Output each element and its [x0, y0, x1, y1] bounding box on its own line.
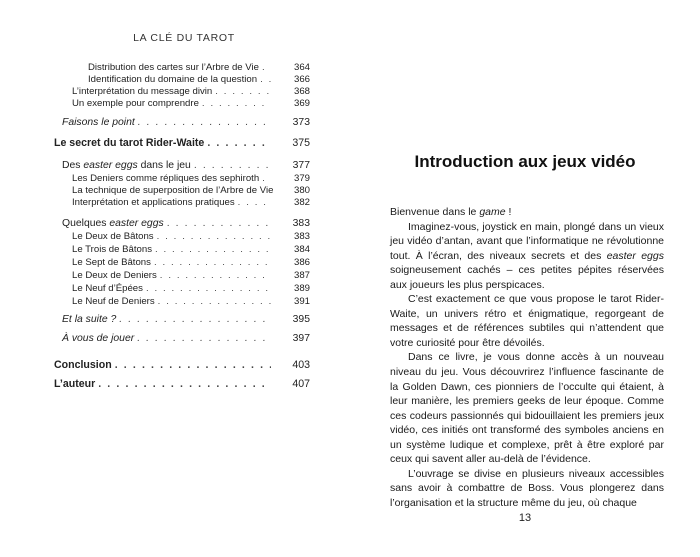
toc-leader — [157, 231, 271, 243]
toc-entry-title: L’auteur — [54, 378, 96, 390]
toc-page-number: 407 — [292, 378, 310, 390]
toc-leader — [155, 244, 271, 256]
toc-leader — [115, 359, 271, 371]
toc-entry[interactable] — [72, 257, 310, 269]
toc-page-number: 403 — [292, 359, 310, 371]
page-number: 13 — [518, 512, 532, 524]
toc-page-number: 389 — [293, 283, 310, 294]
toc-leader — [260, 74, 271, 86]
paragraph: Imaginez-vous, joystick en main, plongé dans un vieux jeu vidéo d’antan, avant que l’informatique ne révolutionne tout. À l’écran, des niveaux secrets et des easter eggs soigneusement cachés – ces petites pépites réservées aux joueurs les plus perspicaces. — [390, 220, 664, 291]
toc-page-number: 384 — [293, 244, 310, 255]
toc-entry-title: Des easter eggs dans le jeu — [62, 160, 191, 171]
toc-entry-title: L’interprétation du message divin — [72, 86, 213, 97]
toc-entry-title: Identification du domaine de la question — [88, 74, 258, 85]
toc-page-number: 386 — [293, 257, 310, 268]
toc-page-number: 368 — [293, 86, 310, 97]
toc-entry-title: Un exemple pour comprendre — [72, 98, 199, 109]
toc-entry[interactable] — [88, 74, 310, 86]
toc-entry[interactable] — [88, 62, 310, 74]
toc-entry[interactable] — [62, 218, 310, 230]
toc-page-number: 391 — [293, 296, 310, 307]
toc-page-number: 375 — [292, 137, 310, 149]
toc-entry-title: Quelques easter eggs — [62, 218, 164, 229]
toc-entry-title: Conclusion — [54, 359, 112, 371]
toc-leader — [215, 86, 271, 98]
toc-entry[interactable] — [72, 86, 310, 98]
toc-leader — [146, 283, 271, 295]
toc-page-number: 380 — [293, 185, 310, 196]
toc-entry-title: Le secret du tarot Rider-Waite — [54, 137, 205, 149]
toc-entry[interactable] — [72, 231, 310, 243]
toc-entry[interactable] — [54, 359, 310, 371]
toc-leader — [154, 257, 271, 269]
toc-leader — [160, 270, 271, 282]
toc-page-number: 379 — [293, 173, 310, 184]
toc-page-number: 383 — [293, 231, 310, 242]
toc-entry[interactable] — [62, 117, 310, 129]
toc-leader — [167, 218, 271, 230]
toc-entry-title: Les Deniers comme répliques des sephiroth — [72, 173, 260, 184]
toc-entry-title: Et la suite ? — [62, 314, 117, 325]
paragraph: Bienvenue dans le game ! — [390, 206, 512, 218]
toc-entry[interactable] — [72, 197, 310, 209]
toc-entry-title: Le Deux de Deniers — [72, 270, 157, 281]
toc-leader — [119, 314, 271, 326]
toc-leader — [158, 296, 271, 308]
toc-leader — [138, 117, 271, 129]
toc-leader — [262, 173, 271, 185]
toc-entry[interactable] — [62, 160, 310, 172]
paragraph: Dans ce livre, je vous donne accès à un nouveau niveau du jeu. Vous découvrirez l’influence fascinante de la Golden Dawn, ces pionniers de l’occulte qui étaient, à leur manière, les premiers geeks de leur époque. Comme ces codeurs passionnés qui bidouillaient les premiers jeux vidéo, ces initiés ont transformé des symboles anciens en un système ludique et complexe, prêt à être exploré par ceux qui savent aller au-delà de l’évidence. — [390, 351, 664, 466]
toc-entry[interactable] — [62, 314, 310, 326]
toc-page-number: 364 — [293, 62, 310, 73]
running-head: LA CLÉ DU TAROT — [133, 32, 235, 44]
toc-page-number: 395 — [292, 314, 310, 325]
toc-page-number: 382 — [293, 197, 310, 208]
toc-entry-title: Distribution des cartes sur l’Arbre de Vie — [88, 62, 259, 73]
toc-entry-title: Le Trois de Bâtons — [72, 244, 152, 255]
paragraph: C’est exactement ce que vous propose le tarot Rider-Waite, un univers rétro et énigmatique, regorgeant de messages et de références subtiles qui n’attendent que votre curiosité pour être dévoilés. — [390, 293, 664, 349]
toc-entry-title: Faisons le point — [62, 117, 135, 128]
toc-page-number: 366 — [293, 74, 310, 85]
toc-entry-title: Le Neuf d’Épées — [72, 283, 143, 294]
toc-page-number: 383 — [292, 218, 310, 229]
chapter-title: Introduction aux jeux vidéo — [414, 152, 636, 171]
toc-entry[interactable] — [72, 98, 310, 110]
toc-entry-title: Interprétation et applications pratiques — [72, 197, 235, 208]
toc-entry[interactable] — [72, 283, 310, 295]
toc-page-number: 373 — [292, 117, 310, 128]
toc-entry-title: À vous de jouer — [62, 333, 135, 344]
toc-leader — [202, 98, 271, 110]
toc-entry[interactable] — [54, 378, 310, 390]
right-page — [350, 0, 700, 557]
toc-leader — [238, 197, 271, 209]
toc-entry-title: Le Neuf de Deniers — [72, 296, 155, 307]
toc-entry-title: Le Deux de Bâtons — [72, 231, 154, 242]
toc-entry[interactable] — [62, 333, 310, 345]
toc-leader — [262, 62, 271, 74]
toc-entry-title: Le Sept de Bâtons — [72, 257, 151, 268]
toc-entry[interactable] — [72, 270, 310, 282]
toc-leader — [194, 160, 271, 172]
toc-leader — [207, 137, 271, 149]
toc-entry[interactable] — [72, 173, 310, 185]
toc-entry[interactable] — [72, 185, 310, 197]
paragraph: L’ouvrage se divise en plusieurs niveaux accessibles sans avoir à combattre de Boss. Vous plongerez dans l’organisation et la structure même du jeu, où chaque — [390, 467, 664, 509]
toc-entry[interactable] — [54, 137, 310, 149]
toc-entry-title: La technique de superposition de l’Arbre de Vie — [72, 185, 274, 196]
toc-entry[interactable] — [72, 244, 310, 256]
toc-leader — [137, 333, 271, 345]
toc-page-number: 387 — [293, 270, 310, 281]
toc-leader — [98, 378, 271, 390]
toc-page-number: 369 — [293, 98, 310, 109]
toc-entry[interactable] — [72, 296, 310, 308]
toc-page-number: 377 — [292, 160, 310, 171]
chapter-body — [390, 205, 664, 510]
toc-page-number: 397 — [292, 333, 310, 344]
